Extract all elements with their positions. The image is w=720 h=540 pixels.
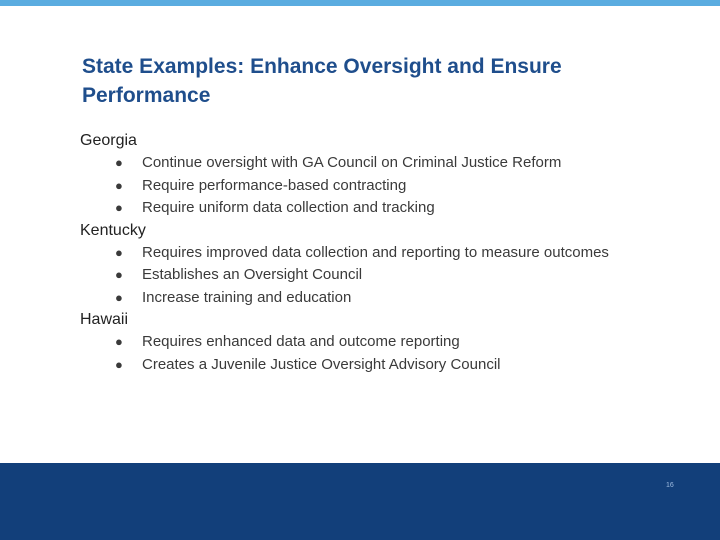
state-heading-georgia: Georgia	[80, 132, 137, 149]
slide-title: State Examples: Enhance Oversight and Ensure Performance	[82, 55, 562, 107]
bullet-icon: ●	[115, 334, 123, 349]
page-number: 16	[666, 482, 674, 489]
bullet-icon: ●	[115, 177, 123, 193]
hawaii-bullet-list	[80, 331, 680, 376]
footer-bar	[0, 463, 720, 540]
state-heading-hawaii: Hawaii	[80, 311, 129, 328]
list-item: ● Requires improved data collection and reporting to measure outcomes	[80, 242, 680, 265]
state-heading-kentucky: Kentucky	[80, 221, 146, 239]
bullet-icon: ●	[115, 356, 123, 372]
slide-content	[80, 130, 680, 376]
bullet-icon: ●	[115, 155, 123, 170]
list-item: ● Establishes an Oversight Council	[80, 264, 680, 287]
bullet-icon: ●	[115, 289, 123, 305]
list-item: ● Increase training and education	[80, 287, 680, 310]
bullet-icon: ●	[115, 267, 123, 282]
list-item: ● Require performance-based contracting	[80, 175, 680, 198]
georgia-bullet-list	[80, 152, 680, 220]
list-item: ● Creates a Juvenile Justice Oversight Advisory Council	[80, 354, 680, 377]
kentucky-bullet-list	[80, 242, 680, 310]
list-item: ● Requires enhanced data and outcome reporting	[80, 331, 680, 354]
list-item: ● Continue oversight with GA Council on Criminal Justice Reform	[80, 152, 680, 175]
bullet-icon: ●	[115, 244, 123, 260]
list-item: ● Require uniform data collection and tracking	[80, 197, 680, 220]
bullet-icon: ●	[115, 200, 123, 215]
top-accent-bar	[0, 0, 720, 6]
